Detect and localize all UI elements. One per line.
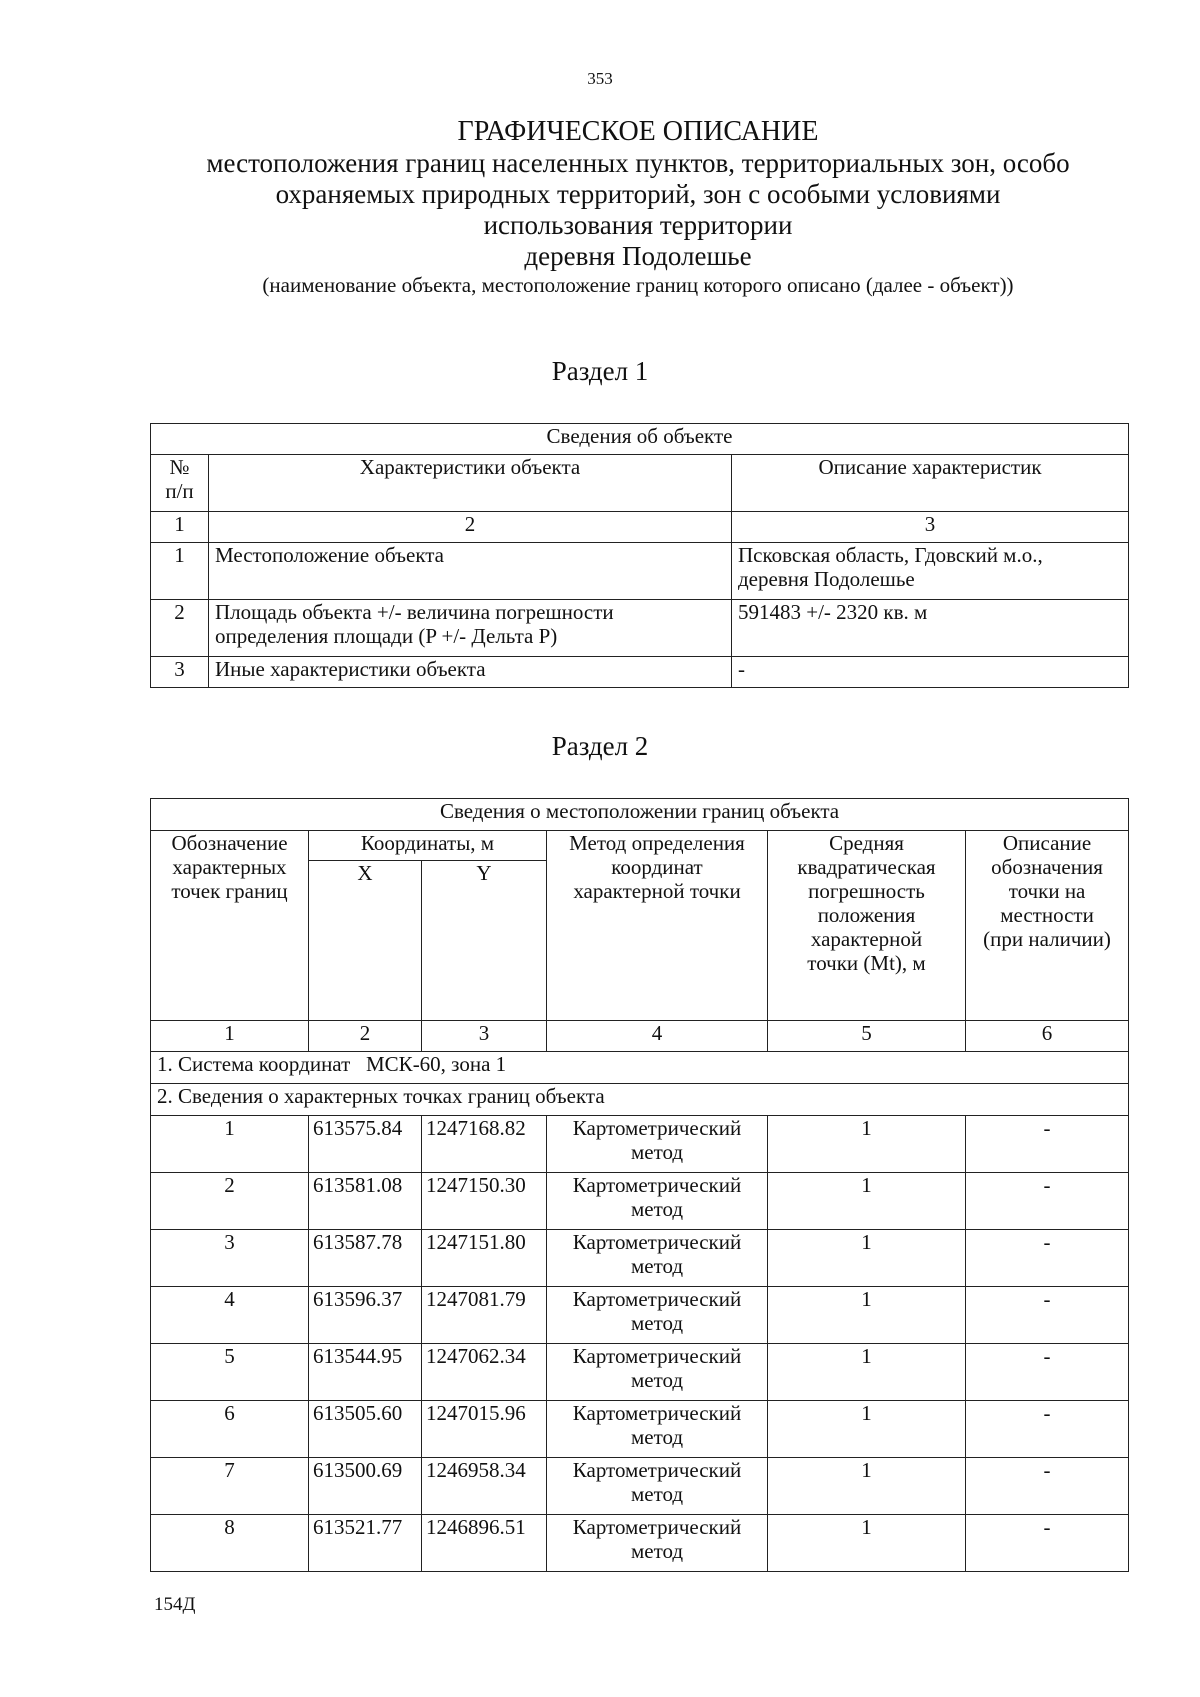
point-method: Картометрический метод: [547, 1287, 768, 1344]
row-description: Псковская область, Гдовский м.о., деревня Подолешье: [732, 543, 1129, 600]
document-title: ГРАФИЧЕСКОЕ ОПИСАНИЕ: [457, 116, 819, 147]
point-mt: 1: [768, 1173, 966, 1230]
coordinate-system: 1. Система координат МСК-60, зона 1: [151, 1052, 1129, 1084]
table-row: [151, 543, 1129, 600]
point-x: 613500.69: [309, 1458, 422, 1515]
object-note: (наименование объекта, местоположение границ которого описано (далее - объект)): [262, 273, 1014, 297]
point-method: Картометрический метод: [547, 1401, 768, 1458]
subtitle-line-2: охраняемых природных территорий, зон с особыми условиями: [275, 179, 1001, 209]
col-number-4: 4: [547, 1021, 768, 1052]
row-description: 591483 +/- 2320 кв. м: [732, 600, 1129, 657]
subtitle-line-1: местоположения границ населенных пунктов, территориальных зон, особо: [206, 148, 1070, 178]
header-x: X: [309, 861, 422, 1021]
points-table-body: [151, 1116, 1129, 1572]
header-method: Метод определения координат характерной точки: [547, 831, 768, 1021]
col-number-1: 1: [151, 1021, 309, 1052]
table-row: [151, 1287, 1129, 1344]
points-section-title: 2. Сведения о характерных точках границ объекта: [151, 1084, 1129, 1116]
point-description: -: [966, 1230, 1129, 1287]
subtitle-line-3: использования территории: [483, 210, 793, 240]
section-1-table: [150, 423, 1129, 688]
section-1-heading: Раздел 1: [551, 356, 649, 386]
header-y: Y: [422, 861, 547, 1021]
point-mt: 1: [768, 1287, 966, 1344]
point-y: 1247168.82: [422, 1116, 547, 1173]
point-y: 1247150.30: [422, 1173, 547, 1230]
table-row: [151, 1515, 1129, 1572]
point-x: 613596.37: [309, 1287, 422, 1344]
footer-code: 154Д: [154, 1594, 196, 1615]
point-number: 5: [151, 1344, 309, 1401]
point-x: 613544.95: [309, 1344, 422, 1401]
col-number-2: 2: [209, 512, 732, 543]
section-2-table-title: Сведения о местоположении границ объекта: [151, 799, 1129, 831]
point-description: -: [966, 1173, 1129, 1230]
table-row: [151, 657, 1129, 688]
header-point: Обозначение характерных точек границ: [151, 831, 309, 1021]
point-y: 1247062.34: [422, 1344, 547, 1401]
point-number: 2: [151, 1173, 309, 1230]
point-number: 7: [151, 1458, 309, 1515]
point-mt: 1: [768, 1116, 966, 1173]
col-header-number: № п/п: [151, 455, 209, 512]
col-number-5: 5: [768, 1021, 966, 1052]
point-y: 1247081.79: [422, 1287, 547, 1344]
col-header-description: Описание характеристик: [732, 455, 1129, 512]
section-2-heading: Раздел 2: [551, 731, 649, 761]
point-y: 1246896.51: [422, 1515, 547, 1572]
point-method: Картометрический метод: [547, 1458, 768, 1515]
point-number: 8: [151, 1515, 309, 1572]
point-mt: 1: [768, 1458, 966, 1515]
row-number: 2: [151, 600, 209, 657]
point-method: Картометрический метод: [547, 1515, 768, 1572]
point-description: -: [966, 1458, 1129, 1515]
point-description: -: [966, 1287, 1129, 1344]
point-y: 1247015.96: [422, 1401, 547, 1458]
point-description: -: [966, 1515, 1129, 1572]
table-row: [151, 1458, 1129, 1515]
col-number-6: 6: [966, 1021, 1129, 1052]
row-characteristic: Местоположение объекта: [209, 543, 732, 600]
row-characteristic: Иные характеристики объекта: [209, 657, 732, 688]
table-row: [151, 1116, 1129, 1173]
row-number: 3: [151, 657, 209, 688]
point-method: Картометрический метод: [547, 1116, 768, 1173]
col-number-3: 3: [422, 1021, 547, 1052]
row-characteristic: Площадь объекта +/- величина погрешности определения площади (P +/- Дельта P): [209, 600, 732, 657]
point-method: Картометрический метод: [547, 1230, 768, 1287]
point-number: 3: [151, 1230, 309, 1287]
point-x: 613581.08: [309, 1173, 422, 1230]
object-name: деревня Подолешье: [524, 241, 752, 271]
point-method: Картометрический метод: [547, 1344, 768, 1401]
header-point-description: Описание обозначения точки на местности (при наличии): [966, 831, 1129, 1021]
point-number: 1: [151, 1116, 309, 1173]
section-1-table-title: Сведения об объекте: [151, 424, 1129, 455]
col-number-1: 1: [151, 512, 209, 543]
header-error: Средняя квадратическая погрешность положения характерной точки (Mt), м: [768, 831, 966, 1021]
point-method: Картометрический метод: [547, 1173, 768, 1230]
col-number-2: 2: [309, 1021, 422, 1052]
point-y: 1246958.34: [422, 1458, 547, 1515]
header-coordinates: Координаты, м: [309, 831, 547, 861]
table-row: [151, 1401, 1129, 1458]
point-x: 613587.78: [309, 1230, 422, 1287]
point-y: 1247151.80: [422, 1230, 547, 1287]
point-mt: 1: [768, 1344, 966, 1401]
point-mt: 1: [768, 1401, 966, 1458]
point-x: 613575.84: [309, 1116, 422, 1173]
table-row: [151, 1173, 1129, 1230]
page-number: 353: [587, 69, 613, 88]
table-row: [151, 600, 1129, 657]
point-x: 613505.60: [309, 1401, 422, 1458]
point-x: 613521.77: [309, 1515, 422, 1572]
row-description: -: [732, 657, 1129, 688]
row-number: 1: [151, 543, 209, 600]
point-number: 4: [151, 1287, 309, 1344]
point-description: -: [966, 1401, 1129, 1458]
table-row: [151, 1230, 1129, 1287]
point-number: 6: [151, 1401, 309, 1458]
col-number-3: 3: [732, 512, 1129, 543]
col-header-characteristic: Характеристики объекта: [209, 455, 732, 512]
point-description: -: [966, 1344, 1129, 1401]
point-mt: 1: [768, 1230, 966, 1287]
point-mt: 1: [768, 1515, 966, 1572]
point-description: -: [966, 1116, 1129, 1173]
section-2-table: [150, 798, 1129, 1572]
table-row: [151, 1344, 1129, 1401]
document-header: [120, 116, 1156, 298]
